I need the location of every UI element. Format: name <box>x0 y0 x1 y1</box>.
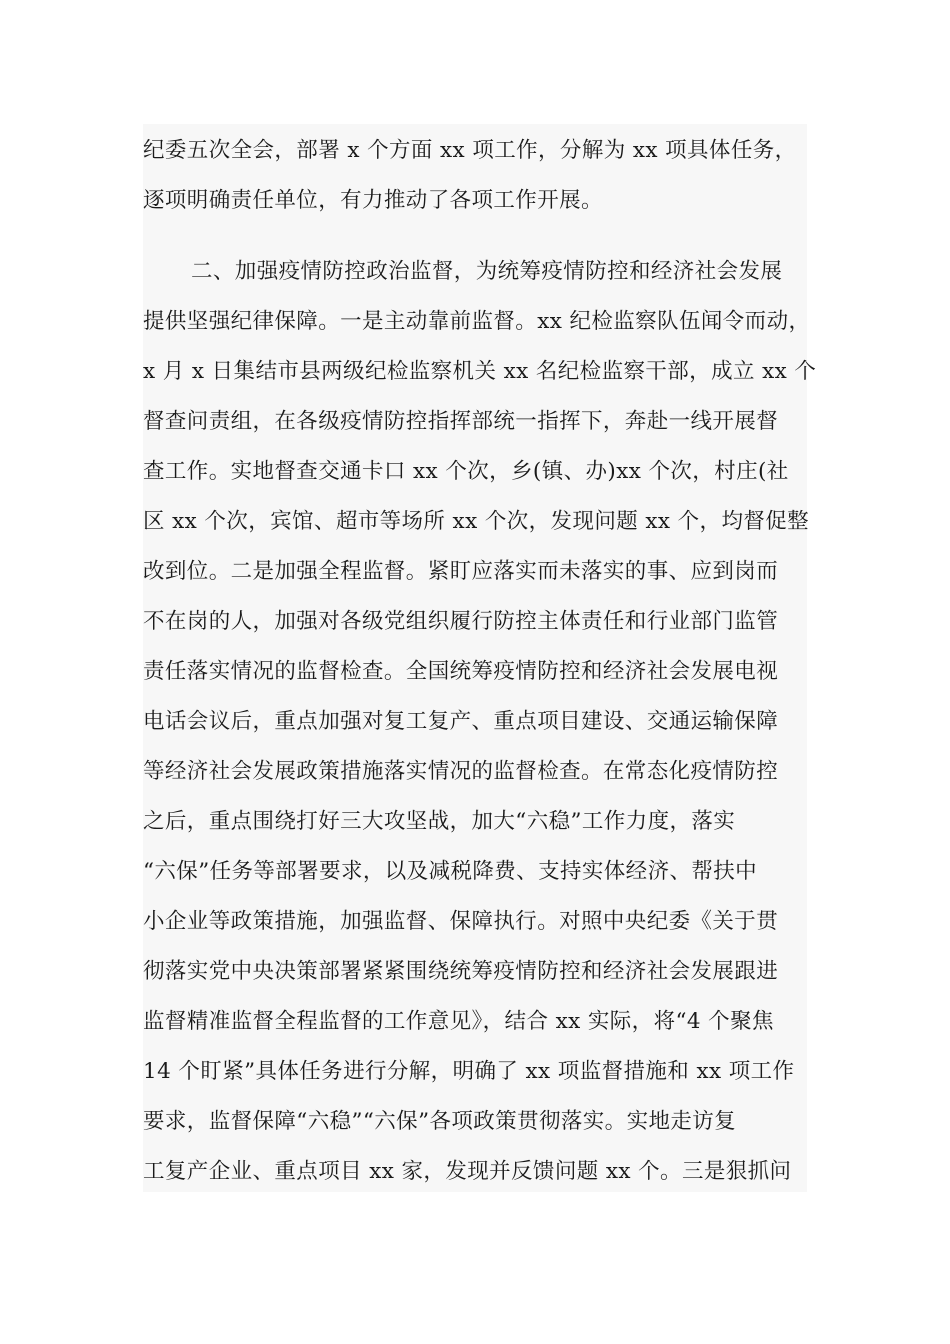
paragraph-heading-line: 二、加强疫情防控政治监督，为统筹疫情防控和经济社会发展 <box>191 259 783 284</box>
paragraph-line: 提供坚强纪律保障。一是主动靠前监督。xx 纪检监察队伍闻令而动， <box>143 309 811 334</box>
paragraph-1 <box>143 124 807 224</box>
paragraph-line: 彻落实党中央决策部署紧紧围绕统筹疫情防控和经济社会发展跟进 <box>143 959 779 984</box>
paragraph-line: 逐项明确责任单位，有力推动了各项工作开展。 <box>143 188 603 213</box>
paragraph-line: 等经济社会发展政策措施落实情况的监督检查。在常态化疫情防控 <box>143 759 779 784</box>
paragraph-line: 不在岗的人，加强对各级党组织履行防控主体责任和行业部门监管 <box>143 609 779 634</box>
paragraph-line: 之后，重点围绕打好三大攻坚战，加大“六稳”工作力度，落实 <box>143 809 736 834</box>
paragraph-line: 要求，监督保障“六稳”“六保”各项政策贯彻落实。实地走访复 <box>143 1109 737 1134</box>
paragraph-line: 监督精准监督全程监督的工作意见》，结合 xx 实际，将“4 个聚焦 <box>143 1009 774 1034</box>
paragraph-line: 纪委五次全会，部署 x 个方面 xx 项工作，分解为 xx 项具体任务， <box>143 138 797 163</box>
paragraph-line: 改到位。二是加强全程监督。紧盯应落实而未落实的事、应到岗而 <box>143 559 779 584</box>
paragraph-line: 责任落实情况的监督检查。全国统筹疫情防控和经济社会发展电视 <box>143 659 779 684</box>
paragraph-line: 查工作。实地督查交通卡口 xx 个次，乡(镇、办)xx 个次，村庄(社 <box>143 459 789 484</box>
paragraph-line: “六保”任务等部署要求，以及减税降费、支持实体经济、帮扶中 <box>143 859 758 884</box>
paragraph-line: 区 xx 个次，宾馆、超市等场所 xx 个次，发现问题 xx 个，均督促整 <box>143 509 810 534</box>
paragraph-line: 督查问责组，在各级疫情防控指挥部统一指挥下，奔赴一线开展督 <box>143 409 779 434</box>
paragraph-line: 14 个盯紧”具体任务进行分解，明确了 xx 项监督措施和 xx 项工作 <box>143 1059 795 1084</box>
paragraph-line: 小企业等政策措施，加强监督、保障执行。对照中央纪委《关于贯 <box>143 909 779 934</box>
paragraph-line: 电话会议后，重点加强对复工复产、重点项目建设、交通运输保障 <box>143 709 779 734</box>
paragraph-2 <box>143 224 817 1192</box>
paragraph-line: x 月 x 日集结市县两级纪检监察机关 xx 名纪检监察干部，成立 xx 个 <box>143 359 817 384</box>
paragraph-line: 工复产企业、重点项目 xx 家，发现并反馈问题 xx 个。三是狠抓问 <box>143 1159 792 1184</box>
